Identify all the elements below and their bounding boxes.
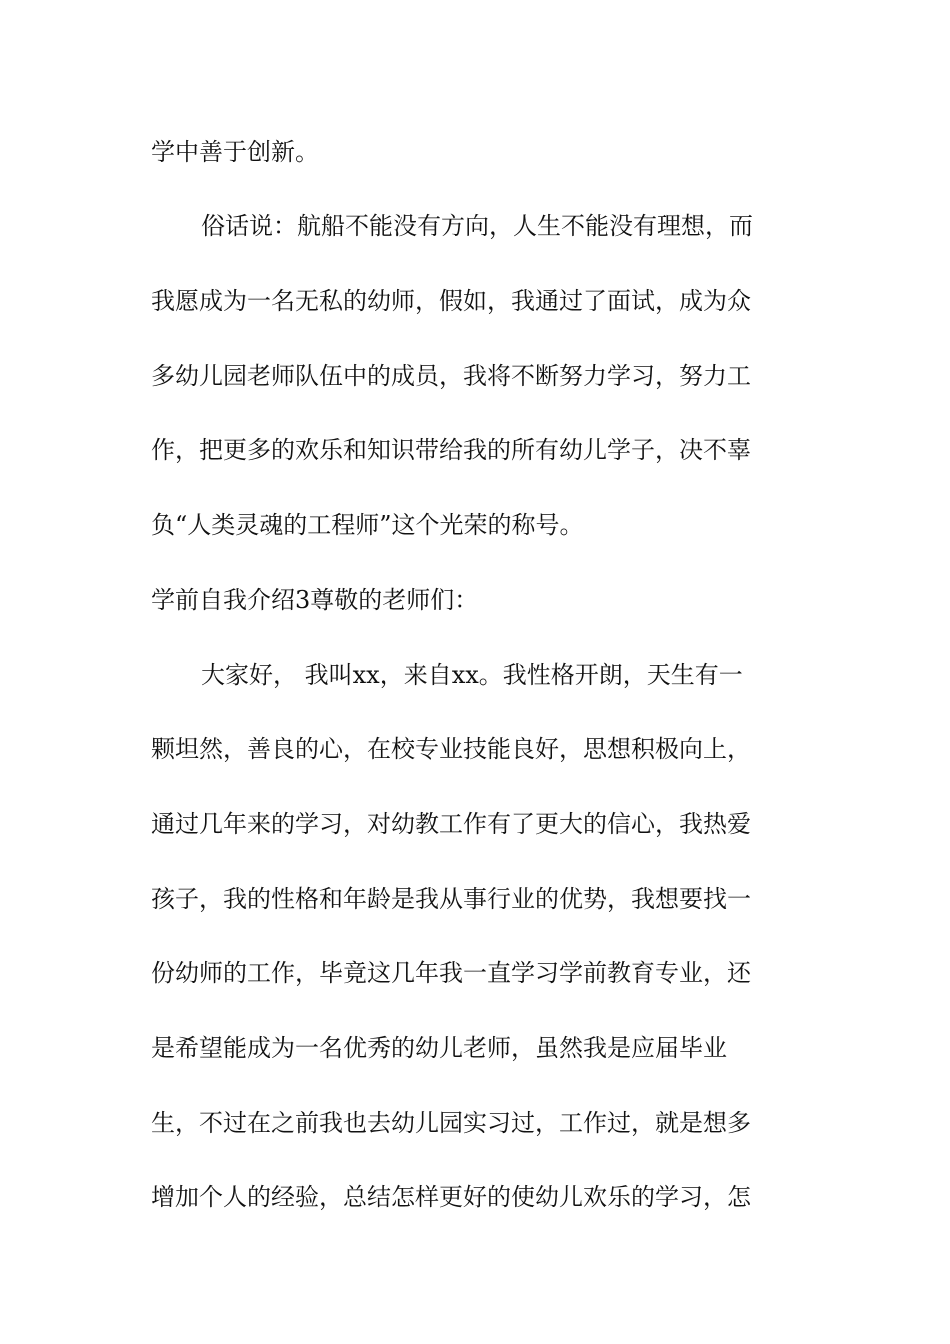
text-line: 生，不过在之前我也去幼儿园实习过，工作过，就是想多: [151, 1109, 751, 1137]
text-line: 多幼儿园老师队伍中的成员，我将不断努力学习，努力工: [151, 362, 751, 390]
text-line: 学中善于创新。: [151, 138, 319, 166]
section-heading: 学前自我介绍3尊敬的老师们：: [151, 586, 479, 614]
text-line: 是希望能成为一名优秀的幼儿老师，虽然我是应届毕业: [151, 1034, 727, 1062]
text-line: 作，把更多的欢乐和知识带给我的所有幼儿学子，决不辜: [151, 436, 751, 464]
text-line: 增加个人的经验，总结怎样更好的使幼儿欢乐的学习，怎: [151, 1183, 751, 1211]
paragraph-first-line: 俗话说：航船不能没有方向，人生不能没有理想，而: [201, 212, 753, 240]
text-line: 份幼师的工作，毕竟这几年我一直学习学前教育专业，还: [151, 959, 751, 987]
text-line: 我愿成为一名无私的幼师，假如，我通过了面试，成为众: [151, 287, 751, 315]
paragraph-first-line: 大家好， 我叫xx，来自xx。我性格开朗，天生有一: [201, 661, 743, 689]
text-line: 负“人类灵魂的工程师”这个光荣的称号。: [151, 511, 584, 539]
text-line: 颗坦然，善良的心，在校专业技能良好，思想积极向上，: [151, 735, 751, 763]
text-line: 通过几年来的学习，对幼教工作有了更大的信心，我热爱: [151, 810, 751, 838]
text-line: 孩子，我的性格和年龄是我从事行业的优势，我想要找一: [151, 885, 751, 913]
